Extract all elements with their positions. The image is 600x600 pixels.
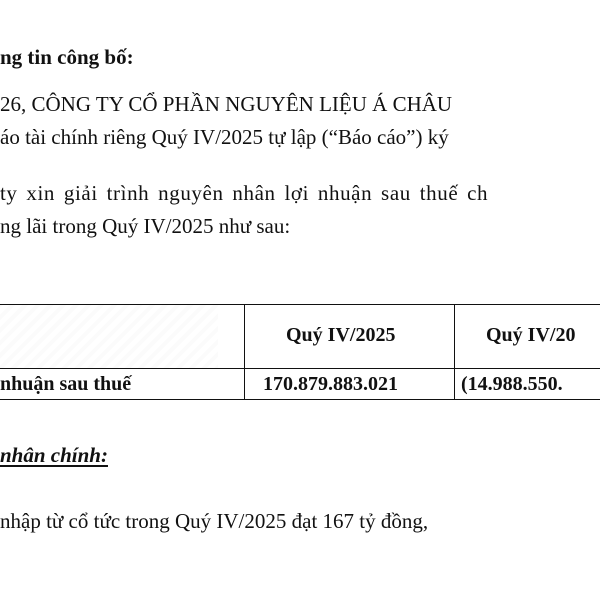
table-column-divider-1 <box>244 304 245 400</box>
table-header-q4-2025: Quý IV/2025 <box>286 324 396 346</box>
table-border-bottom <box>0 399 600 400</box>
info-heading: ng tin công bố: <box>0 45 134 69</box>
table-header-q4-prior: Quý IV/20 <box>486 324 576 346</box>
table-header-shading <box>0 304 218 368</box>
report-line: áo tài chính riêng Quý IV/2025 tự lập (“Báo cáo”) ký <box>0 125 449 149</box>
table-row-label: nhuận sau thuế <box>0 373 132 395</box>
explanation-line: ty xin giải trình nguyên nhân lợi nhuận sau thuế ch <box>0 181 489 205</box>
table-border-middle <box>0 368 600 369</box>
table-column-divider-2 <box>454 304 455 400</box>
table-cell-q4-2025: 170.879.883.021 <box>263 373 398 395</box>
table-border-top <box>0 304 600 305</box>
company-line: 26, CÔNG TY CỔ PHẦN NGUYÊN LIỆU Á CHÂU <box>0 92 453 116</box>
profit-table <box>0 304 600 400</box>
dividend-line: nhập từ cổ tức trong Quý IV/2025 đạt 167 tỷ đồng, <box>0 509 429 533</box>
table-cell-q4-prior: (14.988.550. <box>461 373 563 395</box>
profit-line: ng lãi trong Quý IV/2025 như sau: <box>0 214 291 238</box>
section-heading: nhân chính: <box>0 443 108 467</box>
